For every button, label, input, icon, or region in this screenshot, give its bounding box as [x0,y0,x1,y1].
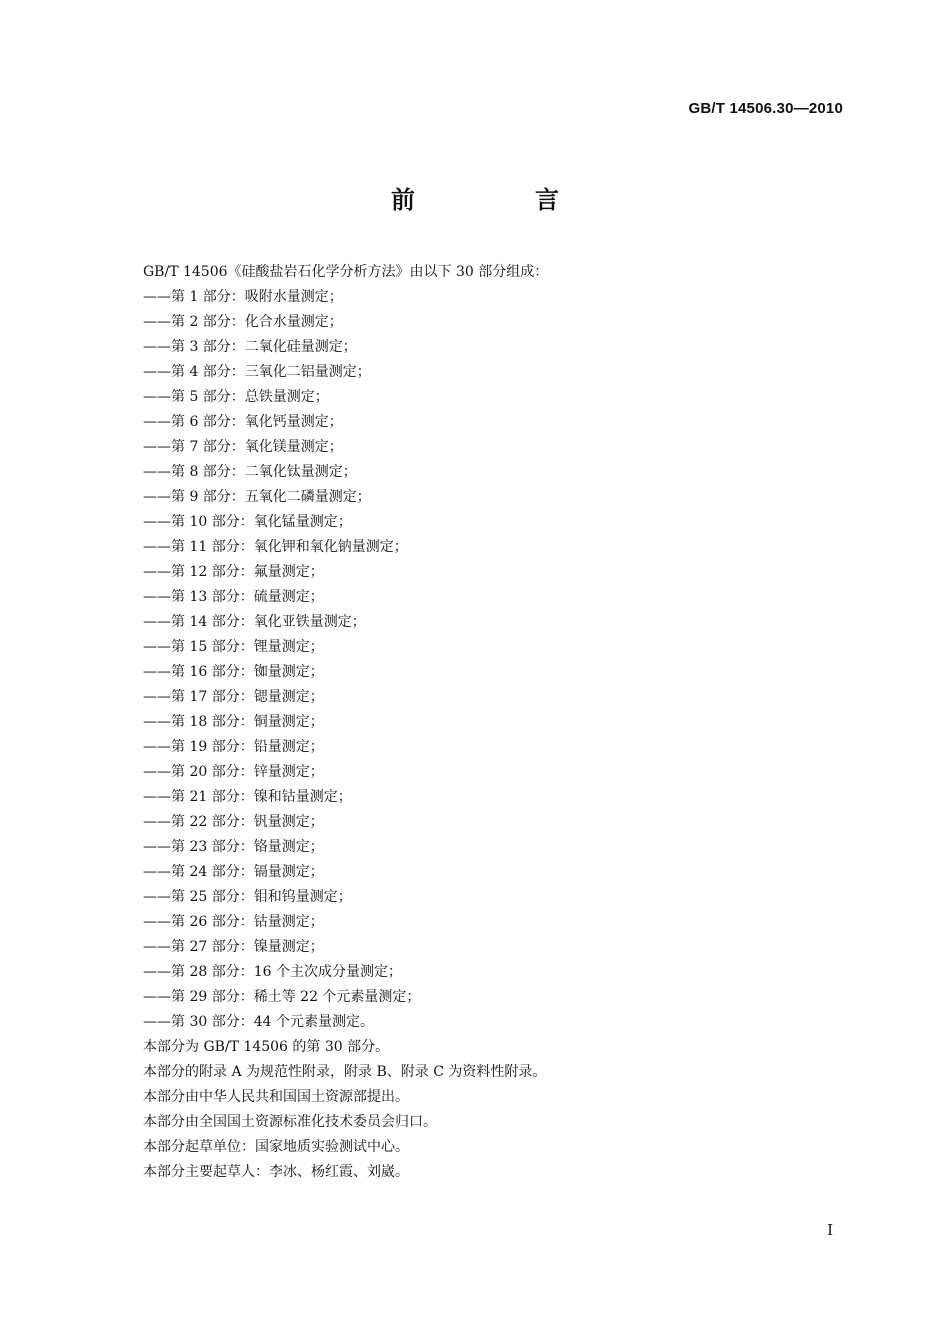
page-number: I [827,1221,833,1239]
list-item: ——第 12 部分：氟量测定； [143,564,324,580]
page-title: 前 言 [391,186,607,214]
statement-line: 本部分起草单位：国家地质实验测试中心。 [143,1139,409,1155]
statement-line: 本部分主要起草人：李冰、杨红霞、刘崴。 [143,1164,409,1180]
statements-list [143,1035,843,1185]
parts-list [143,285,843,1035]
statement-line: 本部分的附录 A 为规范性附录，附录 B、附录 C 为资料性附录。 [143,1064,547,1080]
list-item: ——第 2 部分：化合水量测定； [143,314,343,330]
intro-line: GB/T 14506《硅酸盐岩石化学分析方法》由以下 30 部分组成： [143,264,549,280]
list-item: ——第 4 部分：三氧化二铝量测定； [143,364,371,380]
list-item: ——第 27 部分：镍量测定； [143,939,324,955]
list-item: ——第 23 部分：铬量测定； [143,839,324,855]
list-item: ——第 24 部分：镉量测定； [143,864,324,880]
list-item: ——第 26 部分：钴量测定； [143,914,324,930]
foreword-body [143,260,843,1185]
statement-line: 本部分为 GB/T 14506 的第 30 部分。 [143,1039,390,1055]
list-item: ——第 22 部分：钒量测定； [143,814,324,830]
list-item: ——第 18 部分：铜量测定； [143,714,324,730]
list-item: ——第 13 部分：硫量测定； [143,589,324,605]
list-item: ——第 28 部分：16 个主次成分量测定； [143,964,402,980]
list-item: ——第 29 部分：稀土等 22 个元素量测定； [143,989,421,1005]
list-item: ——第 1 部分：吸附水量测定； [143,289,343,305]
statement-line: 本部分由全国国土资源标准化技术委员会归口。 [143,1114,437,1130]
list-item: ——第 9 部分：五氧化二磷量测定； [143,489,371,505]
list-item: ——第 15 部分：锂量测定； [143,639,324,655]
standard-code: GB/T 14506.30—2010 [688,100,843,117]
list-item: ——第 7 部分：氧化镁量测定； [143,439,343,455]
list-item: ——第 3 部分：二氧化硅量测定； [143,339,357,355]
list-item: ——第 14 部分：氧化亚铁量测定； [143,614,366,630]
list-item: ——第 17 部分：锶量测定； [143,689,324,705]
list-item: ——第 30 部分：44 个元素量测定。 [143,1014,374,1030]
statement-line: 本部分由中华人民共和国国土资源部提出。 [143,1089,409,1105]
list-item: ——第 11 部分：氧化钾和氧化钠量测定； [143,539,408,555]
list-item: ——第 21 部分：镍和钴量测定； [143,789,352,805]
list-item: ——第 10 部分：氧化锰量测定； [143,514,352,530]
list-item: ——第 25 部分：钼和钨量测定； [143,889,352,905]
list-item: ——第 8 部分：二氧化钛量测定； [143,464,357,480]
list-item: ——第 5 部分：总铁量测定； [143,389,329,405]
list-item: ——第 20 部分：锌量测定； [143,764,324,780]
list-item: ——第 19 部分：铅量测定； [143,739,324,755]
list-item: ——第 6 部分：氧化钙量测定； [143,414,343,430]
list-item: ——第 16 部分：铷量测定； [143,664,324,680]
